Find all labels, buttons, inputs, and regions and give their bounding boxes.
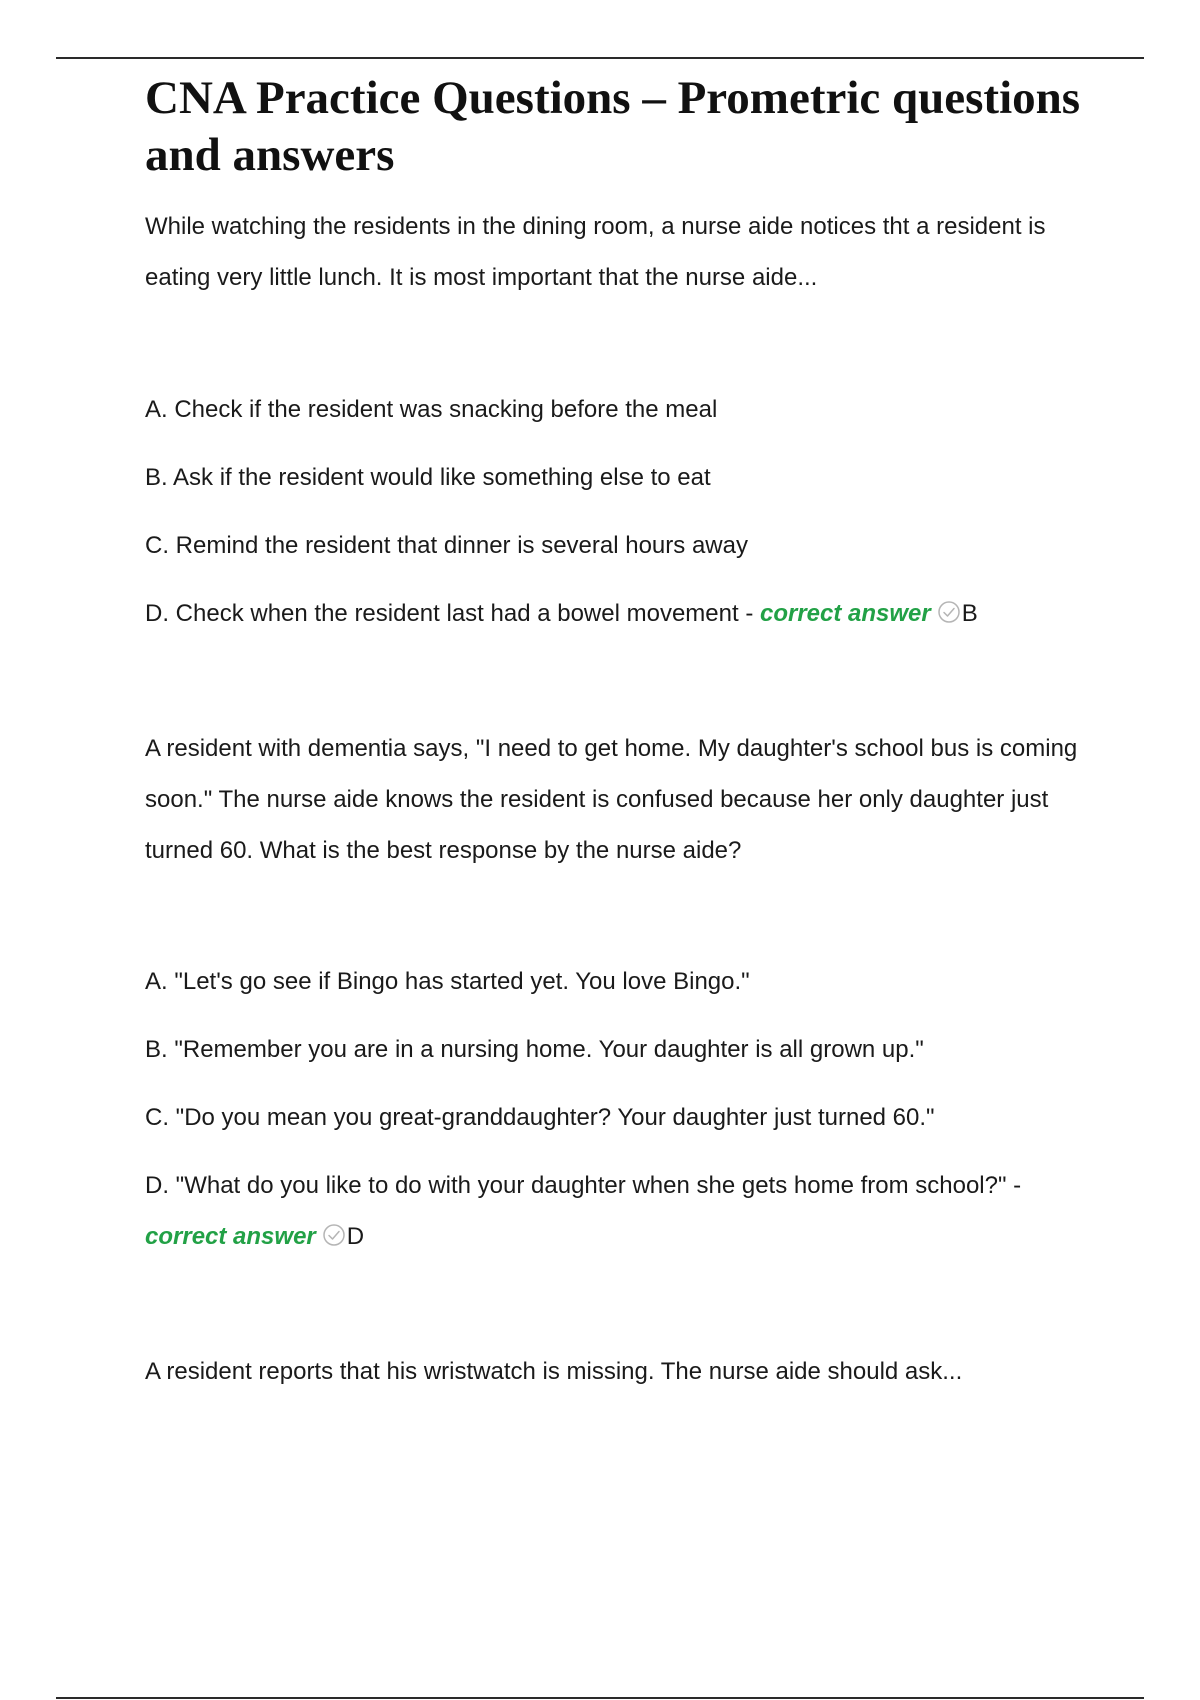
answer-separator: - (1006, 1172, 1022, 1199)
correct-answer-value: B (961, 600, 978, 627)
option-c: C. Remind the resident that dinner is several hours away (145, 532, 748, 559)
correct-answer-label: correct answer (759, 600, 931, 627)
top-rule (56, 57, 1144, 59)
option-b: B. Ask if the resident would like something else to eat (145, 464, 711, 491)
page-title: CNA Practice Questions – Prometric questions and answers (145, 72, 1081, 181)
question-2 (145, 723, 1105, 1262)
option-a: A. "Let's go see if Bingo has started yet. You love Bingo." (145, 968, 750, 995)
answer-options (145, 384, 1105, 639)
question-3 (145, 1346, 1105, 1397)
answer-options (145, 956, 1105, 1262)
option-c: C. "Do you mean you great-granddaughter? Your daughter just turned 60." (145, 1104, 935, 1131)
correct-answer-value: D (346, 1223, 365, 1250)
question-text: A resident reports that his wristwatch is missing. The nurse aide should ask... (145, 1358, 963, 1385)
option-d (145, 1160, 1105, 1262)
document-body (145, 70, 1105, 1397)
option-a: A. Check if the resident was snacking before the meal (145, 396, 718, 423)
option-d-text: D. Check when the resident last had a bowel movement (145, 600, 739, 627)
question-1 (145, 201, 1105, 639)
question-text: While watching the residents in the dining room, a nurse aide notices tht a resident is eating very little lunch. It is most important that the nurse aide... (145, 213, 1046, 291)
correct-answer-label: correct answer (145, 1223, 316, 1250)
option-b: B. "Remember you are in a nursing home. Your daughter is all grown up." (145, 1036, 924, 1063)
question-text: A resident with dementia says, "I need to get home. My daughter's school bus is coming soon." The nurse aide knows the resident is confused because her only daughter just turned 60. What is the best response by the nurse aide? (145, 735, 1078, 864)
answer-separator: - (738, 600, 760, 627)
option-d (145, 588, 1105, 639)
check-circle-icon (322, 1214, 346, 1238)
bottom-rule (56, 1697, 1144, 1699)
check-circle-icon (937, 591, 961, 615)
option-d-text: D. "What do you like to do with your daughter when she gets home from school?" (145, 1172, 1007, 1199)
